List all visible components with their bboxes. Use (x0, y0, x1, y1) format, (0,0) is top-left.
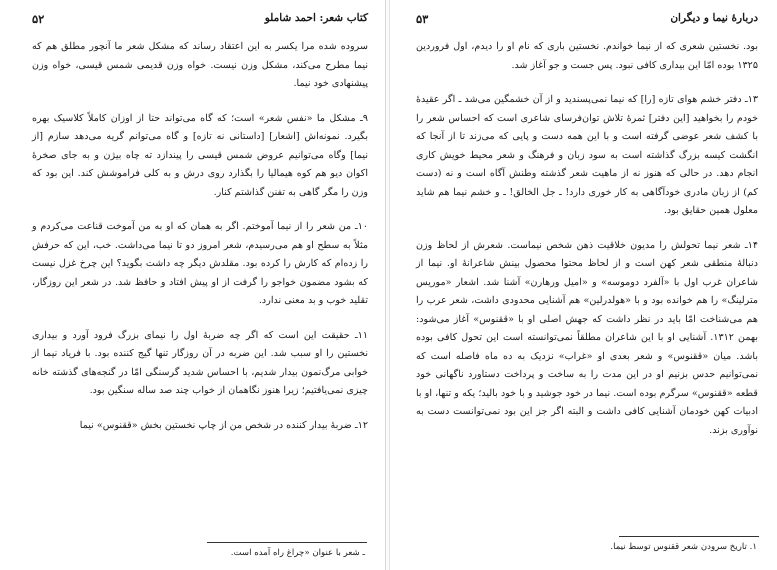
paragraph: بود. نخستین شعری که از نیما خواندم. نخستین باری که نام او را دیدم، اول فروردین ۱۳۲۵ بوده امّا این بیداری کافی نبود. پس جست و جو آغاز شد. (416, 41, 758, 71)
paragraph: ۱۴ـ شعر نیما تحولش را مدیون خلاقیت ذهن شخص نیماست. شعرش از لحاظ وزن دنبالهٔ منطقی شعر کهن است و از لحاظ محتوا محصول بینش شاعرانهٔ او. نیما از شاعران غرب اول با «آلفرد دوموسه» و «امیل ورهارن» آشنا شد. اشعار «موریس مترلینگ» را هم خوانده بود و با «هولدرلین» هم آشنایی محدودی داشت، شعر عرب را هم می‌شناخت امّا باید در نظر داشت که جهش اصلی او با «ققنوس» آغاز می‌شود: بهمن ۱۳۱۲. آشنایی او با این شاعران مطلقاً نمی‌توانسته است این تحول کافی بوده باشد. میان «ققنوس» و شعر بعدی او «غراب» نزدیک به ده ماه فاصله است که نمی‌توانیم حدس بزنیم او در این مدت را به ساخت و پرداخت دستاورد ناگهانی خود قطعه «ققنوس» سرگرم بوده است. نیما در خود جوشید و با خود بالید؛ یکه و تنها، او با ادبیات کهن خودمان آشنایی کافی داشت و البته اگر جز این بود نمی‌توانست دست به نوآوری بزند. (416, 239, 758, 436)
left-page (0, 0, 386, 570)
running-title: دربارهٔ نیما و دیگران (670, 12, 758, 24)
page-number: ۵۲ (32, 12, 45, 26)
footnote-divider (207, 542, 367, 543)
paragraph: ۹ـ مشکل ما «نفس شعر» است؛ که گاه می‌تواند حتا از اوزان کاملاً کلاسیک بهره بگیرد. نمونه‌اش [اشعار] [داستانی نه تازه] و گاه می‌توانم گریه می‌دهد سازم [از نیما] وگاه می‌توانیم عروض شمس قیسی را پیندازد ته چاه بیژن و به جای صخرهٔ اکوان دیو هم کوه هیمالیا را بگذارد روی درش و به کلی فراموشش کند. این بود که وزن را مگر گاهی به تفنن گذاشتم کنار. (32, 112, 368, 198)
left-page-header (32, 12, 368, 28)
left-page-body (32, 38, 368, 435)
footnote: ۱. تاریخ سرودن شعر ققنوس توسط نیما. (610, 542, 757, 552)
right-page (389, 0, 777, 570)
paragraph: ۱۱ـ حقیقت این است که اگر چه ضربهٔ اول را نیمای بزرگ فرود آورد و بیداری نخستین را او سبب شد. این ضربه در آن روزگار تنها گیج کننده بود. با فریاد نیما از خوابی مرگ‌نمون بیدار شدیم، با احساس شدید گرسنگی امّا در گنجه‌های گذشته خانه چیزی نمی‌یافتیم؛ زیرا هنوز نگاهمان از خواب چند صد ساله سنگین بود. (32, 329, 368, 396)
paragraph: ۱۲ـ ضربهٔ بیدار کننده در شخص من از چاپ نخستین بخش «ققنوس» نیما (79, 419, 368, 431)
footnote-divider (619, 536, 759, 537)
paragraph: ۱۳ـ دفتر خشم هوای تازه [را] که نیما نمی‌پسندید و از آن خشمگین می‌شد ـ اگر عقیدهٔ خودم را بخواهید [این دفتر] ثمرهٔ تلاش توان‌فرسای شاعری است که احساس شعر را با کشف شعر عوضی گرفته است و با این همه دست و پایی که می‌زند تا از آنجا که انگشت کیسه بزرگ گذاشته است به سود زبان و فرهنگ و شعر محیط خویش کاری انجام دهد. در حالی که هنوز نه از ماهیت شعر گذشته وطنش آگاه است و نه (دست کم) از زبان مادری خودآگاهی به کار خوری دارد! ـ جل الخالق! ـ و خشم نیما هم شاید معلول همین حقایق بود. (416, 94, 758, 216)
paragraph: ۱۰ـ من شعر را از نیما آموختم. اگر به همان که او به من آموخت قناعت می‌کردم و مثلاً به سطح او هم می‌رسیدم، شعر امروز دو تا نیما می‌داشت. خب، این که حرفش را زده‌ام که کارش را کرده بود. مقلدش دیگر چه داشت بگوید؟ این چرخ غزل نیست که بشود مضمون خواجو را گرفت از او پیش افتاد و حافظ شد. در شعر این روزگار، تقلید خوب و بد معنی ندارد. (32, 221, 368, 306)
right-page-header (416, 12, 758, 28)
footnote: ـ شعر با عنوان «چراغ راه آمده است. (230, 548, 365, 558)
page-number: ۵۳ (416, 12, 429, 26)
running-title: کتاب شعر: احمد شاملو (264, 12, 368, 24)
paragraph: سروده شده مرا یکسر به این اعتقاد رساند که مشکل شعر ما آنچور مطلق هم که نیما مطرح می‌کند، مشکل وزن نیست. خواه وزن قدیمی شمس قیسی، خواه وزن پیشنهادی خود نیما. (32, 41, 368, 89)
right-page-body (416, 38, 758, 440)
